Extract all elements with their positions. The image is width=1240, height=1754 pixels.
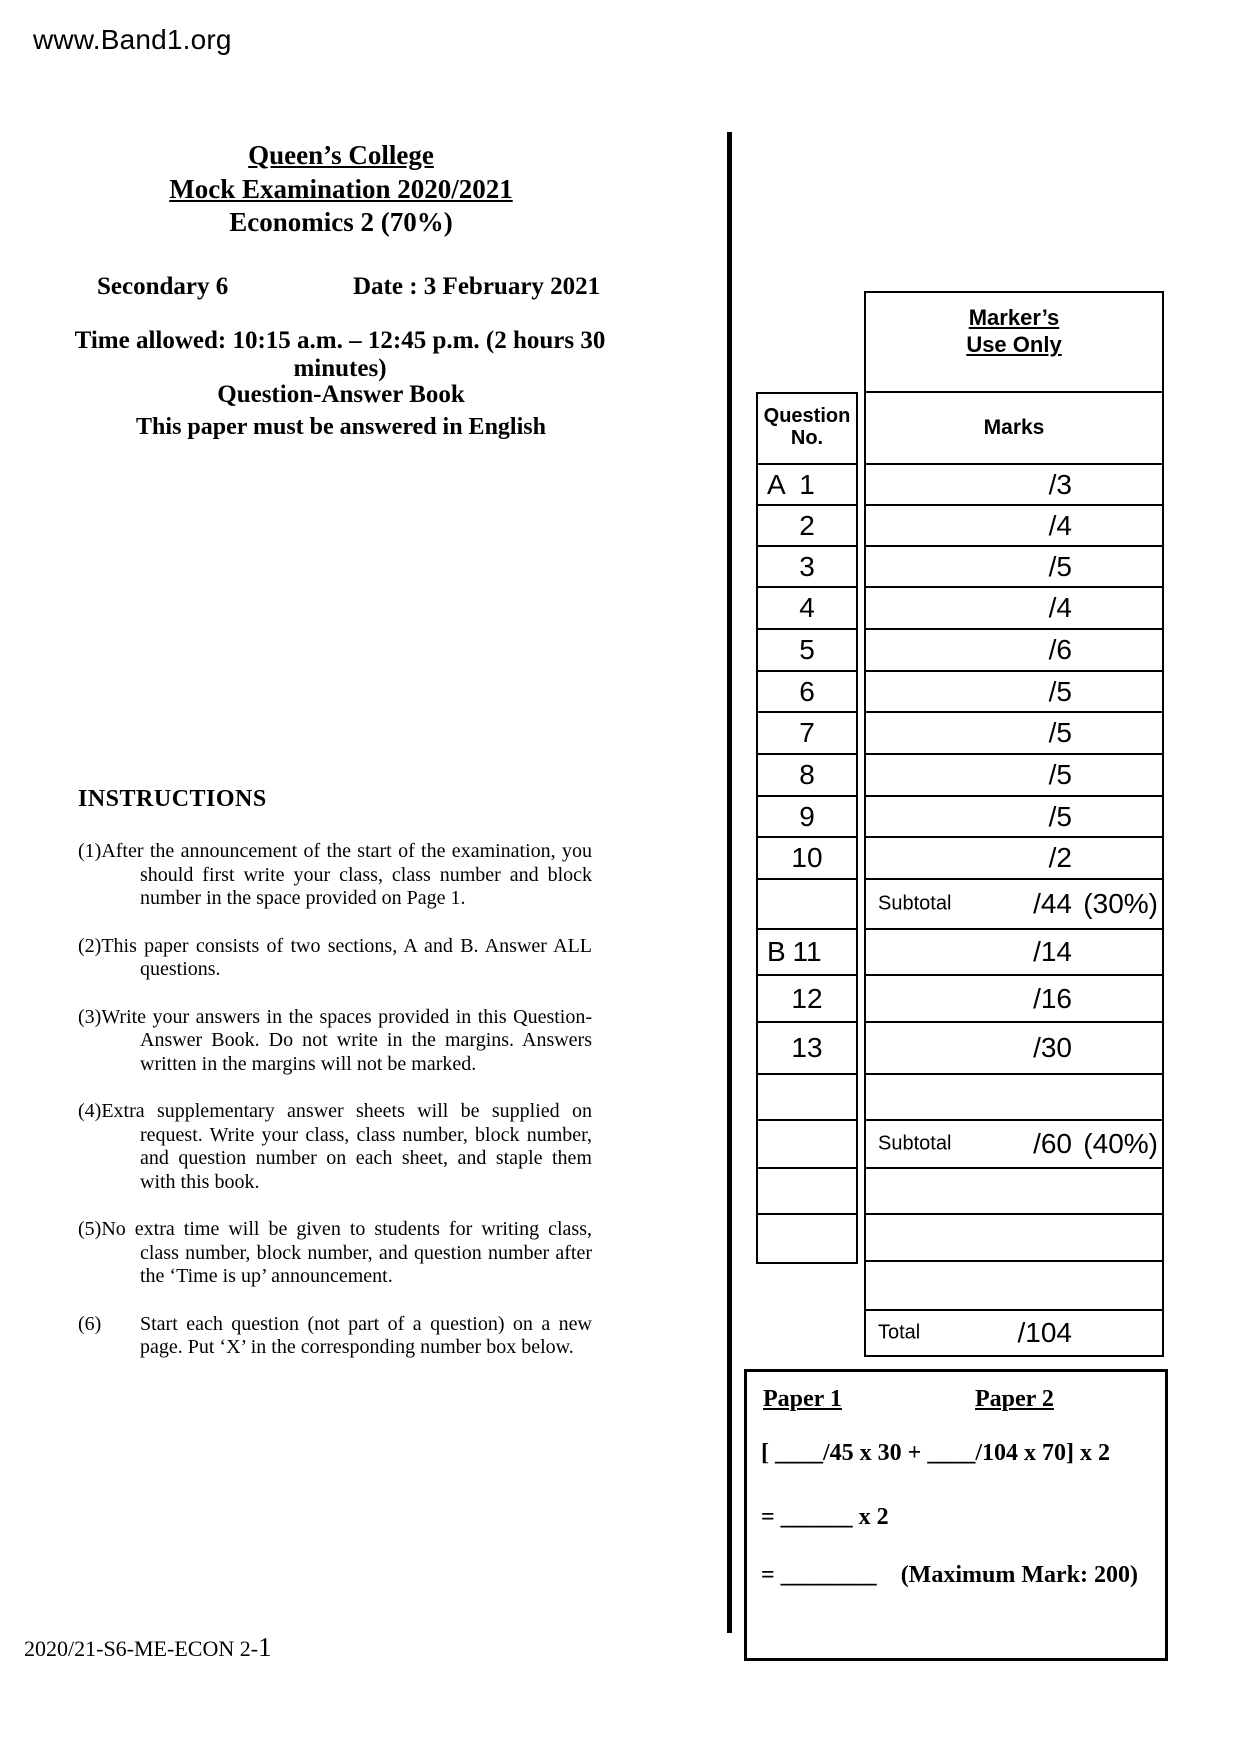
marks-row-7 <box>866 713 1162 755</box>
marks-row-empty <box>866 1075 1162 1121</box>
question-row-subtotal-a <box>758 880 856 930</box>
marks-row-2 <box>866 506 1162 547</box>
marks-row-total <box>866 1311 1162 1355</box>
marks-row-12 <box>866 976 1162 1023</box>
max-marks: /3 <box>1048 468 1072 500</box>
marks-row-subtotal-a <box>866 880 1162 930</box>
marks-row-1 <box>866 465 1162 506</box>
subtotal-marks: /60 <box>1033 1128 1072 1159</box>
section-letter: A <box>767 469 786 500</box>
paper1-label: Paper 1 <box>763 1386 842 1412</box>
instruction-text: Extra supplementary answer sheets will be supplied on request. Write your class, class number, block number, and question number on each sheet, and staple them with this book. <box>101 1100 592 1193</box>
instruction-text: Start each question (not part of a question) on a new page. Put ‘X’ in the corresponding number box below. <box>140 1312 592 1358</box>
language-note: This paper must be answered in English <box>136 414 546 440</box>
max-marks: /30 <box>1033 1032 1072 1063</box>
page-number: 1 <box>258 1632 272 1662</box>
total-marks: /104 <box>1017 1317 1072 1348</box>
question-header-line2: No. <box>790 427 824 449</box>
max-marks: /2 <box>1048 842 1072 873</box>
question-number-header <box>758 394 856 465</box>
max-marks: /5 <box>1048 759 1072 790</box>
marks-column-header: Marks <box>866 393 1162 465</box>
question-row-8 <box>758 755 856 797</box>
question-row-11 <box>758 930 856 976</box>
total-label: Total <box>878 1321 921 1344</box>
max-marks: /6 <box>1048 634 1072 665</box>
section-letter: B <box>767 936 786 967</box>
instruction-prefix: (3) <box>78 1005 102 1028</box>
marks-row-3 <box>866 547 1162 588</box>
max-marks: /4 <box>1048 592 1072 623</box>
question-number: 8 <box>799 759 815 790</box>
marker-use-line2: Use Only <box>966 332 1062 357</box>
marker-use-line1: Marker’s <box>968 305 1060 330</box>
site-url: www.Band1.org <box>33 24 232 55</box>
instruction-prefix: (6) <box>78 1312 102 1335</box>
time-allowed: Time allowed: 10:15 a.m. – 12:45 p.m. (2 hours 30 minutes) <box>74 327 606 382</box>
exam-name: Mock Examination 2020/2021 <box>169 173 513 204</box>
marks-table <box>864 291 1164 1357</box>
instruction-item-1 <box>78 840 592 911</box>
paper2-label: Paper 2 <box>975 1386 1054 1412</box>
subtotal-label: Subtotal <box>878 1132 952 1155</box>
score-result-line2 <box>761 1562 1138 1589</box>
max-marks: /16 <box>1033 982 1072 1014</box>
instruction-item-4 <box>78 1100 592 1194</box>
instruction-prefix: (1) <box>78 840 102 862</box>
score-result-blank: = ________ <box>761 1562 877 1588</box>
instructions-title: INSTRUCTIONS <box>78 786 267 812</box>
book-type: Question-Answer Book <box>217 381 465 408</box>
paper-code-footer <box>24 1632 272 1663</box>
marks-row-5 <box>866 630 1162 672</box>
question-row-9 <box>758 797 856 838</box>
subtotal-percent: (30%) <box>1083 888 1158 919</box>
marks-row-6 <box>866 672 1162 713</box>
question-number: 11 <box>792 936 822 967</box>
subtotal-percent: (40%) <box>1083 1128 1158 1159</box>
marks-row-empty <box>866 1262 1162 1311</box>
instruction-prefix: (4) <box>78 1100 102 1122</box>
marks-row-8 <box>866 755 1162 797</box>
instruction-prefix: (2) <box>78 934 102 957</box>
question-row-6 <box>758 672 856 713</box>
max-marks: /5 <box>1048 717 1072 748</box>
max-marks: /5 <box>1048 550 1072 582</box>
subtotal-marks: /44 <box>1033 888 1072 919</box>
marks-row-empty <box>866 1215 1162 1262</box>
form-level: Secondary 6 <box>97 273 229 300</box>
question-row-1 <box>758 465 856 506</box>
subtotal-label: Subtotal <box>878 892 952 915</box>
max-marks: /4 <box>1048 509 1072 541</box>
school-name: Queen’s College <box>248 140 434 170</box>
question-row-empty <box>758 1215 856 1262</box>
max-marks: /14 <box>1033 936 1072 967</box>
question-number: 4 <box>799 592 815 623</box>
instructions-list <box>78 840 592 1384</box>
question-row-empty <box>758 1075 856 1121</box>
question-number: 9 <box>799 801 815 832</box>
exam-date: Date : 3 February 2021 <box>353 273 601 300</box>
question-header-line1: Question <box>763 405 851 427</box>
question-number-table <box>756 392 858 1264</box>
question-row-3 <box>758 547 856 588</box>
instruction-text: This paper consists of two sections, A and B. Answer ALL questions. <box>101 934 592 980</box>
marks-row-13 <box>866 1023 1162 1075</box>
marks-row-subtotal-b <box>866 1121 1162 1169</box>
score-result-line1: = ______ x 2 <box>761 1504 889 1530</box>
question-number: 7 <box>799 717 815 748</box>
paper-code: 2020/21-S6-ME-ECON 2- <box>24 1636 259 1661</box>
instruction-item-3 <box>78 1006 592 1077</box>
marks-row-4 <box>866 588 1162 630</box>
score-formula: [ ____/45 x 30 + ____/104 x 70] x 2 <box>761 1440 1110 1466</box>
subject-name: Economics 2 (70%) <box>229 207 453 237</box>
question-row-4 <box>758 588 856 630</box>
instruction-item-5 <box>78 1218 592 1289</box>
marker-use-only-header <box>866 293 1162 393</box>
question-number: 2 <box>799 510 815 541</box>
question-number: 6 <box>799 676 815 707</box>
question-number: 12 <box>791 983 823 1014</box>
question-row-13 <box>758 1023 856 1075</box>
marks-row-9 <box>866 797 1162 838</box>
title-block <box>58 139 624 240</box>
question-row-2 <box>758 506 856 547</box>
question-row-10 <box>758 838 856 880</box>
question-number: 3 <box>799 551 815 582</box>
marks-row-11 <box>866 930 1162 976</box>
question-row-empty <box>758 1169 856 1215</box>
max-marks: /5 <box>1048 675 1072 707</box>
papers-row <box>763 1386 1143 1413</box>
question-row-7 <box>758 713 856 755</box>
instruction-item-6 <box>78 1313 592 1360</box>
max-marks: /5 <box>1048 800 1072 832</box>
question-number: 10 <box>791 842 823 873</box>
question-row-subtotal-b <box>758 1121 856 1169</box>
question-number: 5 <box>799 634 815 665</box>
question-number: 1 <box>799 469 815 500</box>
instruction-prefix: (5) <box>78 1218 102 1240</box>
question-row-5 <box>758 630 856 672</box>
instruction-item-2 <box>78 935 592 982</box>
instruction-text: After the announcement of the start of the examination, you should first write your class, class number and block number in the space provided on Page 1. <box>101 840 592 909</box>
marks-row-10 <box>866 838 1162 880</box>
marks-row-empty <box>866 1169 1162 1215</box>
maximum-mark-note: (Maximum Mark: 200) <box>900 1562 1138 1588</box>
question-number: 13 <box>791 1032 823 1063</box>
instruction-text: No extra time will be given to students for writing class, class number, block number, and question number after the ‘Time is up’ announcement. <box>101 1218 592 1287</box>
question-row-12 <box>758 976 856 1023</box>
instruction-text: Write your answers in the spaces provided in this Question-Answer Book. Do not write in the margins. Answers written in the margins will not be marked. <box>101 1005 592 1075</box>
score-calculation-box <box>744 1369 1168 1661</box>
vertical-divider-rule <box>727 132 732 1633</box>
meta-row <box>58 273 624 303</box>
